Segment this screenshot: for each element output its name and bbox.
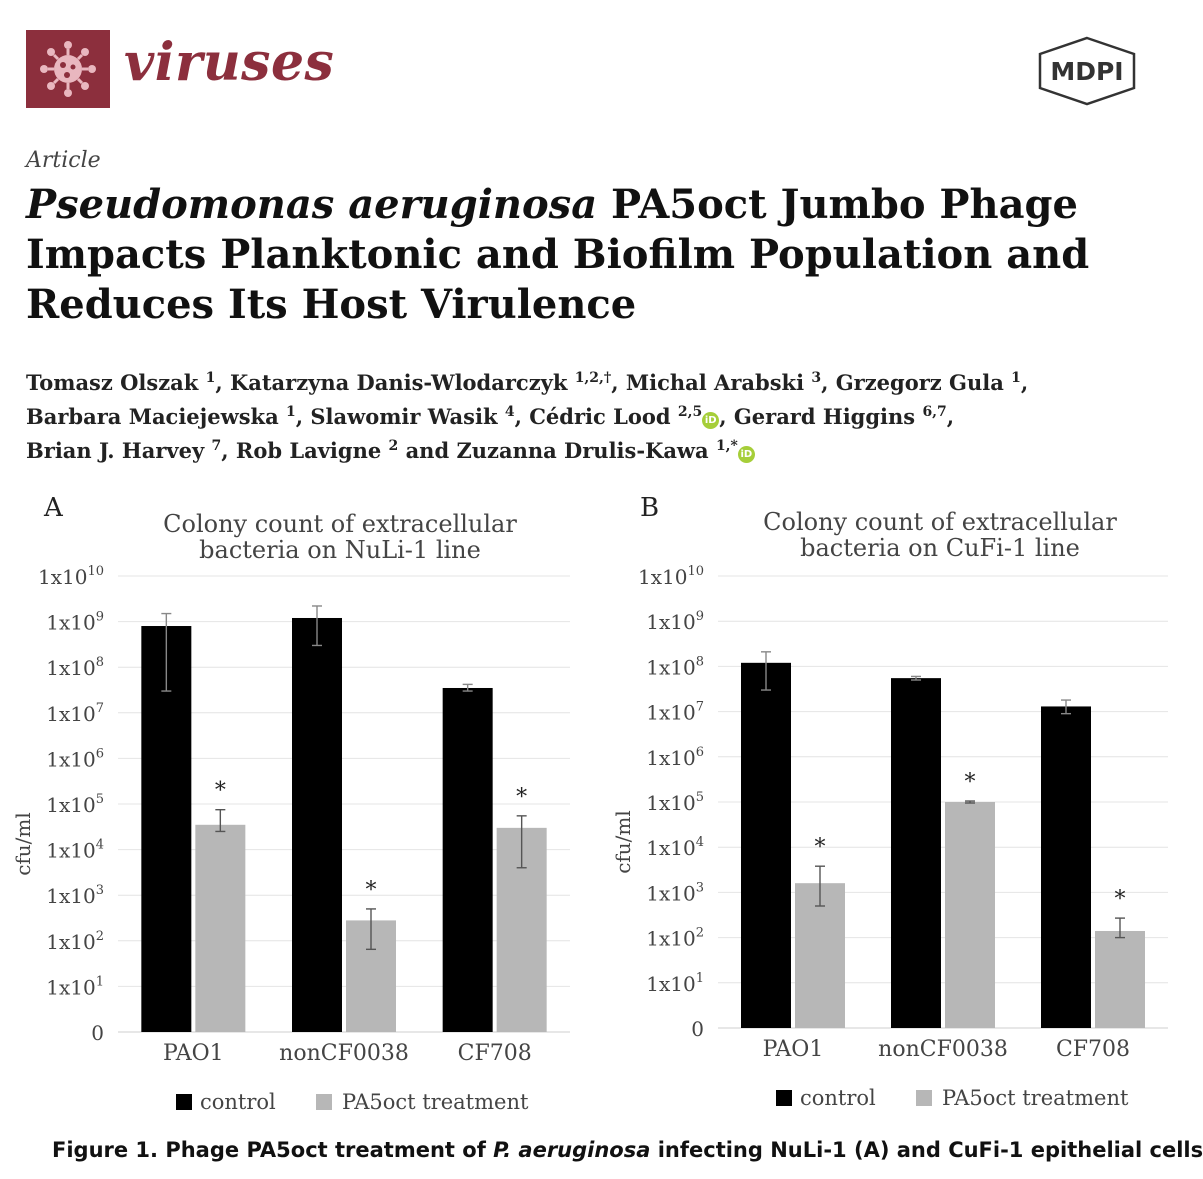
publisher-name: MDPI — [1050, 57, 1124, 86]
y-tick-label: $1x10^5$ — [46, 792, 104, 817]
title-line-3: Reduces Its Host Virulence — [26, 281, 637, 328]
author-separator: , — [1020, 370, 1029, 395]
author-separator: and — [398, 438, 457, 463]
y-tick-label: $1x10^1$ — [46, 974, 104, 1000]
publisher-logo — [1034, 36, 1140, 106]
author-separator: , — [514, 404, 530, 429]
y-tick-exponent: 8 — [95, 655, 104, 671]
bar-chart-a — [11, 482, 580, 1132]
journal-header — [26, 30, 1158, 110]
bar-control — [891, 678, 941, 1028]
bar-control — [292, 618, 342, 1032]
y-tick-label: $1x10^1$ — [646, 970, 704, 996]
significance-mark: * — [214, 778, 226, 804]
x-tick-label: CF708 — [457, 1041, 532, 1066]
author-affiliation: 2,5 — [677, 404, 703, 420]
bar-control — [1041, 706, 1091, 1028]
chart-title: Colony count of extracellular — [763, 508, 1117, 536]
title-species: Pseudomonas aeruginosa — [26, 181, 598, 228]
legend-swatch-treatment — [916, 1090, 932, 1106]
legend-swatch-control — [176, 1094, 192, 1110]
panel-label: A — [44, 493, 63, 523]
author-affiliation: 4 — [504, 404, 515, 420]
author-separator: , — [611, 370, 626, 395]
article-title — [26, 180, 1146, 330]
y-tick-label: $1x10^4$ — [646, 835, 704, 861]
journal-name: viruses — [124, 32, 335, 93]
journal-logo — [26, 30, 110, 108]
title-line-1-rest: PA5oct Jumbo Phage — [597, 181, 1078, 228]
legend-swatch-control — [776, 1090, 792, 1106]
y-tick-label: $1x10^7$ — [46, 700, 104, 726]
y-tick-exponent: 8 — [695, 654, 704, 670]
author-separator: , — [215, 370, 230, 395]
y-tick-exponent: 5 — [95, 792, 104, 807]
y-tick-exponent: 2 — [95, 928, 104, 944]
y-tick-exponent: 2 — [695, 925, 704, 941]
chart-title: bacteria on CuFi-1 line — [800, 534, 1080, 562]
caption-text-1: Phage PA5oct treatment of — [158, 1138, 494, 1162]
y-tick-label: $1x10^{10}$ — [638, 564, 704, 589]
significance-mark: * — [964, 770, 976, 796]
y-tick-label: $1x10^4$ — [46, 837, 104, 863]
author-affiliation: 7 — [211, 438, 222, 454]
y-tick-label: $1x10^9$ — [46, 609, 104, 635]
significance-mark: * — [516, 784, 528, 810]
y-tick-label: $1x10^3$ — [646, 880, 704, 906]
significance-mark: * — [814, 835, 826, 861]
y-tick-exponent: 9 — [95, 609, 104, 625]
chart-panel-a — [11, 482, 580, 1132]
y-tick-exponent: 4 — [95, 837, 104, 853]
author-name[interactable]: Slawomir Wasik — [310, 404, 505, 429]
y-tick-label: $1x10^5$ — [646, 790, 704, 815]
significance-mark: * — [1114, 887, 1126, 913]
chart-title: bacteria on NuLi-1 line — [199, 536, 481, 564]
y-tick-exponent: 3 — [95, 883, 104, 899]
caption-species: P. aeruginosa — [493, 1138, 651, 1162]
y-axis-label: cfu/ml — [611, 810, 635, 874]
figure-caption — [52, 1138, 1203, 1162]
panel-label: B — [640, 493, 660, 523]
author-affiliation: 1 — [205, 370, 216, 386]
author-name[interactable]: Zuzanna Drulis-Kawa — [456, 438, 716, 463]
y-tick-label: $1x10^6$ — [46, 746, 104, 772]
author-list — [26, 366, 1166, 468]
author-name[interactable]: Michal Arabski — [625, 370, 812, 395]
chart-panel-b — [611, 482, 1180, 1132]
y-tick-exponent: 10 — [87, 564, 104, 579]
y-tick-exponent: 9 — [695, 609, 704, 625]
y-tick-exponent: 10 — [687, 564, 704, 579]
y-tick-exponent: 6 — [695, 744, 704, 760]
author-separator: , — [719, 404, 734, 429]
bar-treatment — [1095, 931, 1145, 1028]
author-affiliation: 1,2,† — [574, 370, 612, 386]
article-type: Article — [26, 148, 101, 173]
author-name[interactable]: Rob Lavigne — [235, 438, 389, 463]
virus-icon — [38, 39, 98, 99]
orcid-icon[interactable]: iD — [738, 446, 755, 463]
y-tick-exponent: 1 — [95, 974, 104, 990]
author-name[interactable]: Barbara Maciejewska — [26, 404, 286, 429]
legend-label-treatment: PA5oct treatment — [942, 1086, 1129, 1110]
author-separator: , — [221, 438, 236, 463]
author-name[interactable]: Tomasz Olszak — [26, 370, 206, 395]
author-affiliation: 1 — [1011, 370, 1021, 386]
y-tick-label: $1x10^6$ — [646, 744, 704, 770]
caption-text-2: infecting NuLi-1 (A) and CuFi-1 epithelial cells — [650, 1138, 1203, 1162]
y-axis-label: cfu/ml — [11, 812, 35, 876]
orcid-icon[interactable]: iD — [702, 412, 719, 429]
y-tick-exponent: 7 — [95, 700, 104, 716]
bar-treatment — [945, 802, 995, 1028]
author-name[interactable]: Brian J. Harvey — [26, 438, 212, 463]
legend-label-control: control — [800, 1086, 876, 1110]
caption-label: Figure 1. — [52, 1138, 159, 1162]
figure-1 — [0, 482, 1184, 1132]
significance-mark: * — [365, 877, 377, 903]
y-tick-exponent: 1 — [695, 970, 704, 986]
y-tick-label: $1x10^8$ — [46, 655, 104, 681]
author-affiliation: 1,* — [715, 438, 738, 454]
y-tick-label: $1x10^2$ — [646, 925, 704, 951]
y-tick-label: $1x10^9$ — [646, 609, 704, 635]
author-name[interactable]: Gerard Higgins — [733, 404, 923, 429]
x-tick-label: PAO1 — [162, 1041, 224, 1066]
y-tick-label: $1x10^3$ — [46, 883, 104, 909]
x-tick-label: CF708 — [1055, 1037, 1131, 1062]
y-tick-label: 0 — [691, 1017, 704, 1041]
chart-title: Colony count of extracellular — [163, 510, 517, 538]
bar-control — [443, 688, 493, 1032]
author-name[interactable]: Katarzyna Danis-Wlodarczyk — [229, 370, 575, 395]
author-affiliation: 6,7 — [922, 404, 947, 420]
author-affiliation: 1 — [286, 404, 296, 420]
x-tick-label: nonCF0038 — [279, 1041, 409, 1066]
x-tick-label: nonCF0038 — [878, 1037, 1008, 1062]
y-tick-label: 0 — [91, 1021, 104, 1045]
author-separator: , — [295, 404, 311, 429]
y-tick-exponent: 6 — [95, 746, 104, 762]
bar-treatment — [195, 825, 245, 1032]
legend-label-treatment: PA5oct treatment — [342, 1090, 529, 1114]
mdpi-hexagon-icon — [1034, 36, 1140, 106]
y-tick-exponent: 4 — [695, 835, 704, 851]
y-tick-label: $1x10^8$ — [646, 654, 704, 680]
y-tick-exponent: 5 — [695, 790, 704, 805]
y-tick-label: $1x10^7$ — [646, 699, 704, 725]
author-affiliation: 2 — [388, 438, 399, 454]
author-separator: , — [946, 404, 955, 429]
bar-control — [741, 663, 791, 1028]
author-affiliation: 3 — [811, 370, 822, 386]
legend-label-control: control — [200, 1090, 276, 1114]
title-line-2: Impacts Planktonic and Biofilm Population and — [26, 231, 1090, 278]
bar-chart-b — [611, 482, 1180, 1132]
y-tick-exponent: 3 — [695, 880, 704, 896]
y-tick-label: $1x10^{10}$ — [38, 564, 104, 589]
author-separator: , — [821, 370, 836, 395]
y-tick-exponent: 7 — [695, 699, 704, 715]
x-tick-label: PAO1 — [762, 1037, 824, 1062]
y-tick-label: $1x10^2$ — [46, 928, 104, 954]
legend-swatch-treatment — [316, 1094, 332, 1110]
author-name[interactable]: Grzegorz Gula — [835, 370, 1012, 395]
author-name[interactable]: Cédric Lood — [529, 404, 678, 429]
